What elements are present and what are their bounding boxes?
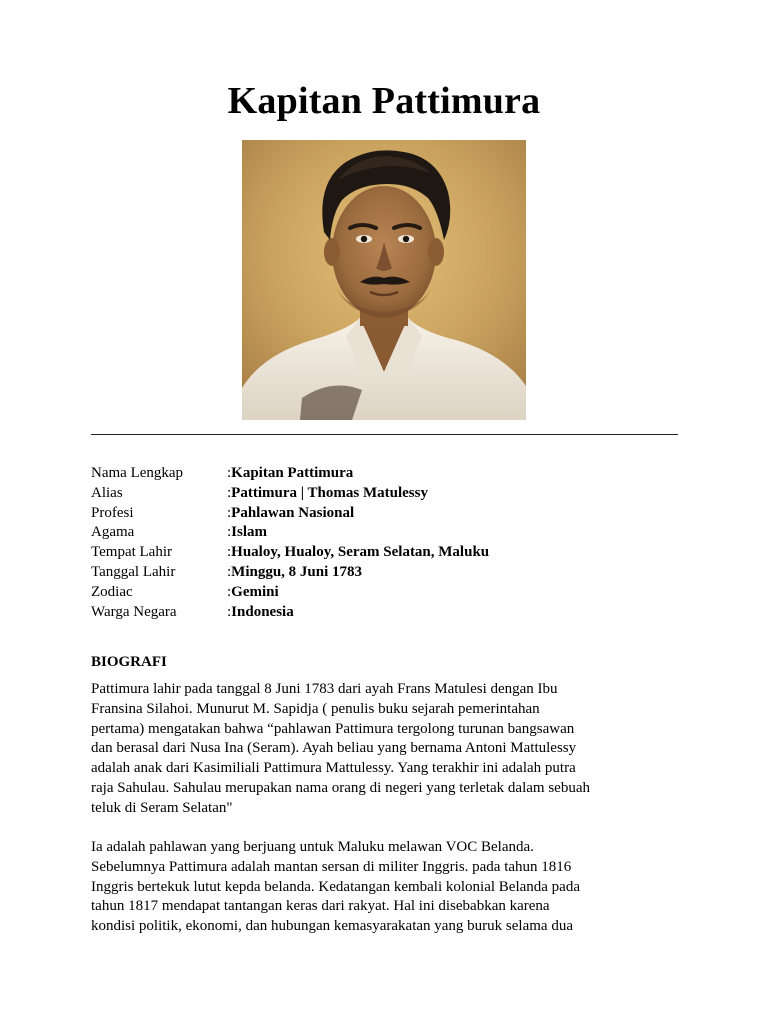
profile-row-religion bbox=[91, 523, 691, 543]
profile-row-alias bbox=[91, 484, 691, 504]
profile-value: Kapitan Pattimura bbox=[231, 465, 354, 481]
profile-label: Tempat Lahir bbox=[91, 544, 172, 561]
profile-value: Hualoy, Hualoy, Seram Selatan, Maluku bbox=[231, 544, 490, 561]
profile-value: Pattimura | Thomas Matulessy bbox=[231, 484, 428, 501]
profile-table bbox=[91, 464, 691, 622]
profile-value: Indonesia bbox=[231, 603, 294, 620]
paragraph-line: Pattimura lahir pada tanggal 8 Juni 1783 dari ayah Frans Matulesi dengan Ibu bbox=[91, 681, 558, 697]
profile-separator: : bbox=[227, 563, 232, 580]
paragraph-line: Inggris bertekuk lutut kepda belanda. Kedatangan kembali kolonial Belanda pada bbox=[91, 878, 581, 895]
horizontal-rule bbox=[91, 434, 678, 435]
profile-label: Agama bbox=[91, 524, 135, 541]
profile-value: Minggu, 8 Juni 1783 bbox=[231, 563, 363, 580]
document-title: Kapitan Pattimura bbox=[227, 80, 541, 122]
profile-row-zodiac bbox=[91, 583, 691, 603]
profile-label: Warga Negara bbox=[91, 603, 177, 620]
biography-paragraph bbox=[91, 838, 691, 937]
profile-value: Pahlawan Nasional bbox=[231, 504, 355, 521]
profile-value: Gemini bbox=[231, 583, 279, 600]
biography-heading: BIOGRAFI bbox=[91, 654, 167, 670]
paragraph-line: raja Sahulau. Sahulau merupakan nama orang di negeri yang terletak dalam sebuah bbox=[91, 779, 590, 796]
profile-separator: : bbox=[227, 603, 232, 620]
paragraph-line: adalah anak dari Kasimiliali Pattimura Mattulessy. Yang terakhir ini adalah putra bbox=[91, 760, 576, 777]
profile-separator: : bbox=[227, 544, 232, 561]
paragraph-line: tahun 1817 mendapat tantangan keras dari rakyat. Hal ini disebabkan karena bbox=[91, 898, 550, 915]
profile-label: Alias bbox=[91, 484, 123, 501]
biography-paragraph bbox=[91, 680, 691, 819]
profile-label: Nama Lengkap bbox=[91, 465, 184, 481]
profile-value: Islam bbox=[231, 524, 268, 541]
profile-separator: : bbox=[227, 583, 232, 600]
profile-label: Zodiac bbox=[91, 583, 133, 600]
profile-label: Profesi bbox=[91, 504, 134, 521]
paragraph-line: Fransina Silahoi. Munurut M. Sapidja ( penulis buku sejarah pemerintahan bbox=[91, 700, 540, 717]
profile-separator: : bbox=[227, 484, 232, 501]
profile-label: Tanggal Lahir bbox=[91, 563, 176, 580]
paragraph-line: dan berasal dari Nusa Ina (Seram). Ayah beliau yang bernama Antoni Mattulessy bbox=[91, 740, 577, 757]
profile-separator: : bbox=[227, 524, 232, 541]
paragraph-line: Ia adalah pahlawan yang berjuang untuk Maluku melawan VOC Belanda. bbox=[91, 839, 534, 855]
profile-row-birthplace bbox=[91, 543, 691, 563]
profile-row-full-name bbox=[91, 464, 691, 484]
paragraph-line: pertama) mengatakan bahwa “pahlawan Pattimura tergolong turunan bangsawan bbox=[91, 720, 575, 737]
profile-row-citizenship bbox=[91, 603, 691, 623]
paragraph-line: teluk di Seram Selatan" bbox=[91, 799, 233, 816]
paragraph-line: kondisi politik, ekonomi, dan hubungan kemasyarakatan yang buruk selama dua bbox=[91, 918, 573, 935]
profile-row-profession bbox=[91, 504, 691, 524]
profile-separator: : bbox=[227, 465, 232, 481]
profile-separator: : bbox=[227, 504, 232, 521]
paragraph-line: Sebelumnya Pattimura adalah mantan sersan di militer Inggris. pada tahun 1816 bbox=[91, 858, 572, 875]
profile-row-birthdate bbox=[91, 563, 691, 583]
portrait-image bbox=[242, 140, 526, 420]
